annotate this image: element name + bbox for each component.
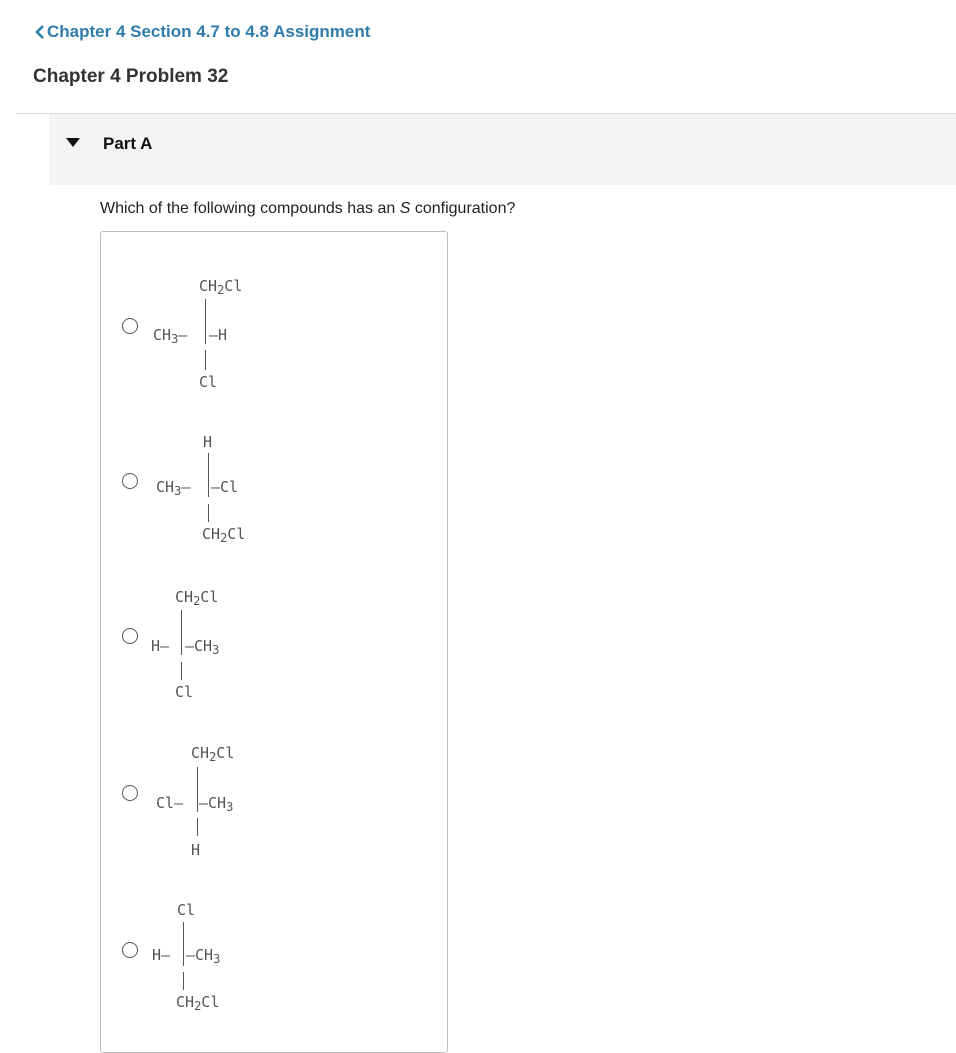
option-5-vertical-bond (183, 922, 184, 966)
back-to-assignment-link[interactable] (33, 22, 370, 42)
problem-title: Chapter 4 Problem 32 (33, 66, 229, 87)
caret-down-icon (66, 138, 80, 147)
option-4-left: Cl— (156, 794, 184, 812)
option-1-vertical-bond (205, 299, 206, 344)
part-a-header[interactable] (49, 114, 956, 185)
question-after: configuration? (410, 200, 516, 217)
option-3-right: $—CH_3$ (185, 637, 220, 657)
option-3-left: H— (151, 637, 170, 655)
question-before: Which of the following compounds has an (100, 200, 400, 217)
option-1-top: $CH_2Cl$ (199, 277, 243, 297)
part-label: Part A (103, 134, 153, 153)
option-4-top: $CH_2Cl$ (191, 744, 235, 764)
option-4-radio[interactable] (122, 785, 138, 801)
back-link-label: Chapter 4 Section 4.7 to 4.8 Assignment (47, 22, 371, 41)
option-5-bottom: $CH_2Cl$ (176, 993, 220, 1013)
option-3-vertical-bond-lower (181, 662, 182, 680)
chevron-left-icon (33, 23, 46, 41)
question-text (100, 200, 515, 218)
option-5-top: Cl (177, 901, 196, 919)
option-1-radio[interactable] (122, 318, 138, 334)
option-2-left: $CH_3—$ (156, 478, 191, 498)
option-3-bottom: Cl (175, 683, 194, 701)
option-5-radio[interactable] (122, 942, 138, 958)
option-1-left: $CH_3—$ (153, 326, 188, 346)
option-3-vertical-bond (181, 610, 182, 655)
option-5-left: H— (152, 946, 171, 964)
option-3-radio[interactable] (122, 628, 138, 644)
option-5-right: $—CH_3$ (186, 946, 221, 966)
option-2-top: H (203, 433, 213, 451)
option-5-vertical-bond-lower (183, 972, 184, 990)
option-2-vertical-bond-lower (208, 504, 209, 522)
option-2-right: —Cl (211, 478, 239, 496)
option-4-bottom: H (191, 841, 201, 859)
option-2-bottom: $CH_2Cl$ (202, 525, 246, 545)
option-3-top: $CH_2Cl$ (175, 588, 219, 608)
answer-options (100, 231, 448, 1053)
option-1-right: —H (209, 326, 228, 344)
option-1-bottom: Cl (199, 373, 218, 391)
option-4-vertical-bond-lower (197, 818, 198, 836)
option-2-radio[interactable] (122, 473, 138, 489)
option-4-right: $—CH_3$ (199, 794, 234, 814)
question-italic: S (399, 200, 411, 217)
option-1-vertical-bond-lower (205, 350, 206, 370)
option-2-vertical-bond (208, 453, 209, 497)
option-4-vertical-bond (197, 767, 198, 812)
